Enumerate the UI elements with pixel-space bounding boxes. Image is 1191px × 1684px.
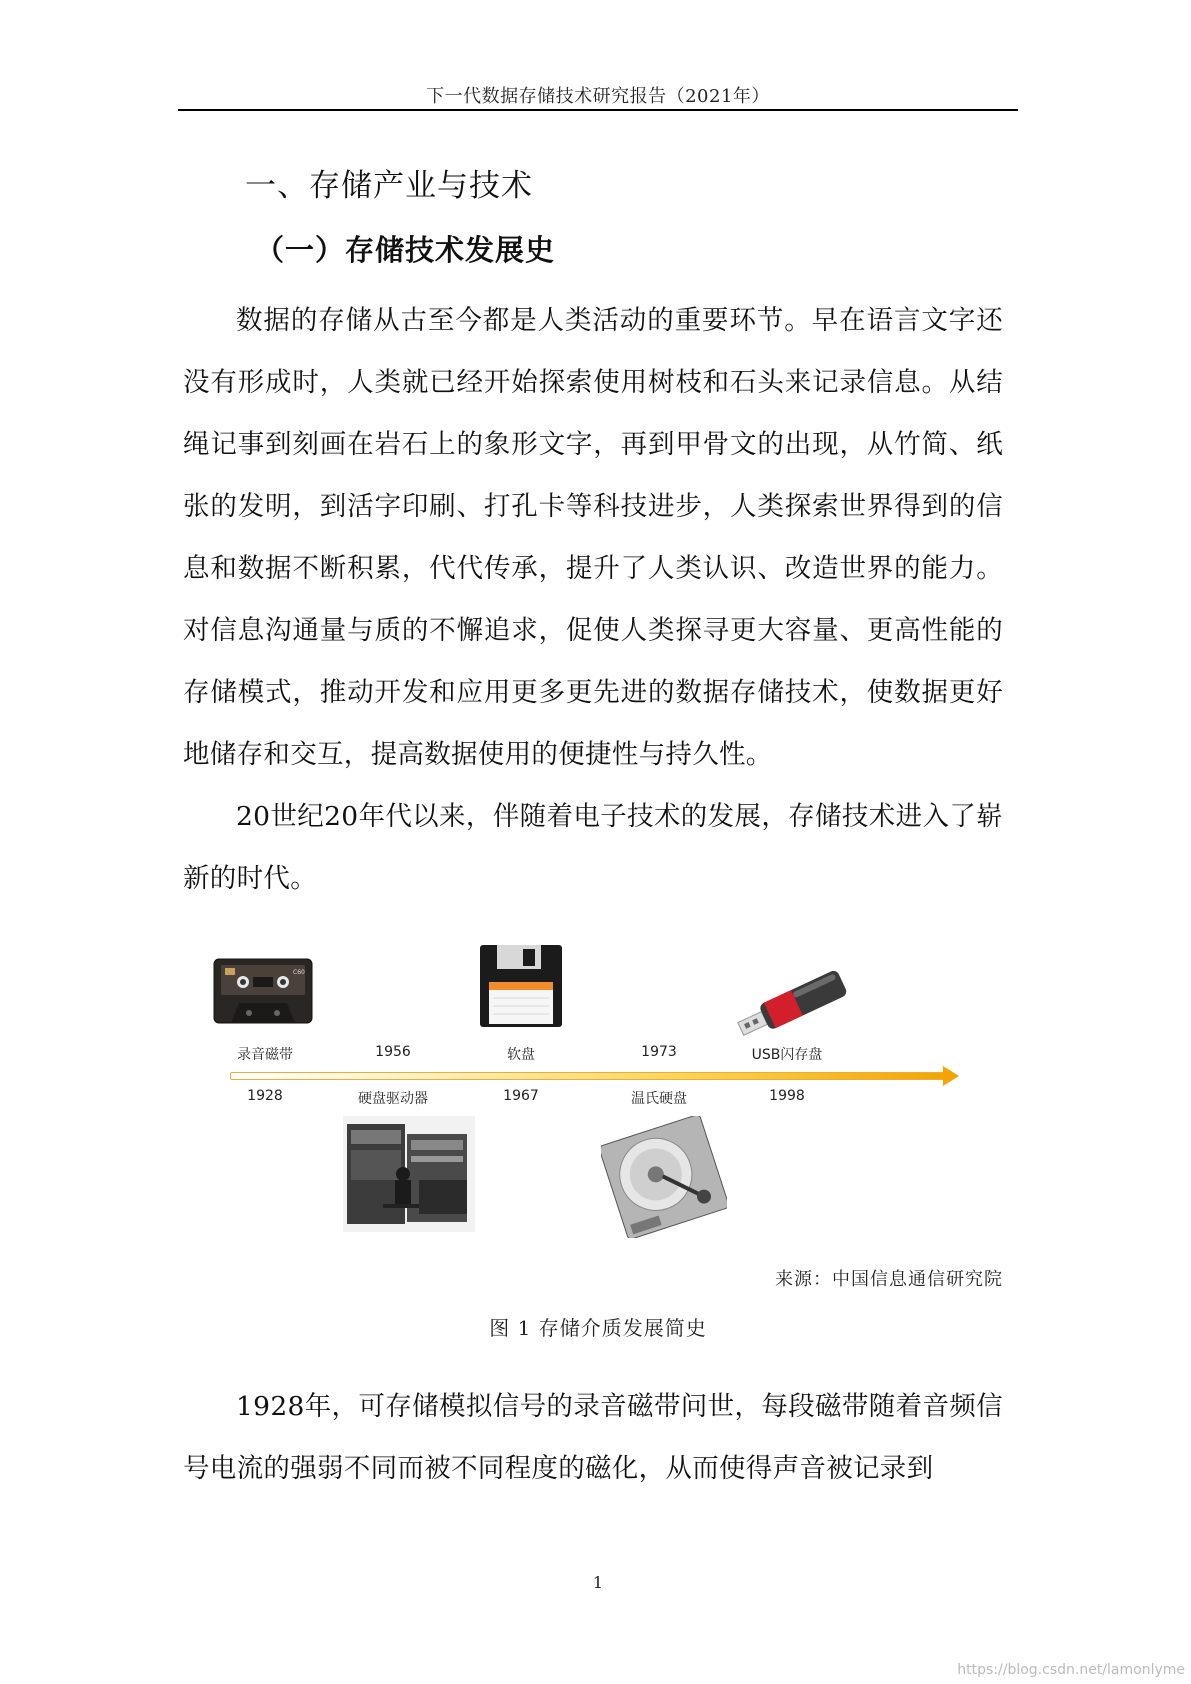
cassette-label: C60 — [293, 969, 305, 976]
header-rule — [178, 109, 1018, 111]
section-heading-1: 一、存储产业与技术 — [245, 168, 533, 204]
timeline-label: 温氏硬盘 — [631, 1091, 687, 1107]
timeline-label: 1973 — [641, 1044, 677, 1060]
timeline-bar — [230, 1072, 947, 1080]
floppy-disk-image — [479, 944, 563, 1028]
running-header: 下一代数据存储技术研究报告（2021年） — [426, 86, 770, 107]
timeline-label: 软盘 — [507, 1047, 535, 1063]
timeline-label: USB闪存盘 — [751, 1047, 823, 1063]
figure-caption: 图 1 存储介质发展简史 — [489, 1316, 707, 1340]
winchester-hard-disk-image — [601, 1116, 727, 1238]
section-heading-2: （一）存储技术发展史 — [255, 233, 556, 267]
timeline-label: 录音磁带 — [237, 1047, 293, 1063]
timeline-label: 1956 — [375, 1044, 411, 1060]
timeline-arrow — [943, 1066, 959, 1086]
paragraph: 20世纪20年代以来，伴随着电子技术的发展，存储技术进入了崭新的时代。 — [183, 801, 1003, 894]
cassette-tape-image — [213, 958, 313, 1024]
timeline-label: 1967 — [503, 1088, 539, 1104]
watermark: https://blog.csdn.net/lamonlyme — [957, 1662, 1185, 1678]
usb-flash-drive-image — [727, 964, 857, 1044]
storage-timeline-figure — [183, 930, 1003, 1230]
paragraph: 1928年，可存储模拟信号的录音磁带问世，每段磁带随着音频信号电流的强弱不同而被不同程度的磁化，从而使得声音被记录到 — [183, 1391, 1003, 1484]
timeline-label: 1928 — [247, 1088, 283, 1104]
paragraph: 数据的存储从古至今都是人类活动的重要环节。早在语言文字还没有形成时，人类就已经开始探索使用树枝和石头来记录信息。从结绳记事到刻画在岩石上的象形文字，再到甲骨文的出现，从竹简、纸张的发明，到活字印刷、打孔卡等科技进步，人类探索世界得到的信息和数据不断积累，代代传承，提升了人类认识、改造世界的能力。对信息沟通量与质的不懈追求，促使人类探寻更大容量、更高性能的存储模式，推动开发和应用更多更先进的数据存储技术，使数据更好地储存和交互，提高数据使用的便捷性与持久性。 — [183, 305, 1003, 770]
timeline-label: 硬盘驱动器 — [358, 1091, 428, 1107]
figure-source: 来源：中国信息通信研究院 — [775, 1269, 1003, 1290]
hard-disk-drive-machine-image — [343, 1116, 475, 1232]
page-number: 1 — [592, 1573, 604, 1592]
timeline-label: 1998 — [769, 1088, 805, 1104]
